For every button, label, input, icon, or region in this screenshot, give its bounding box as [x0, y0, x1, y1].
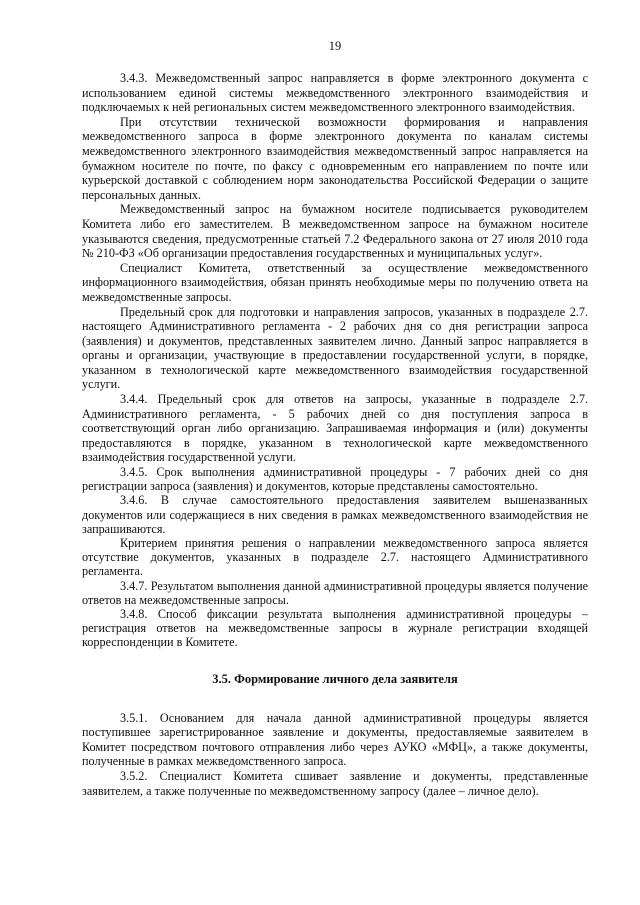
paragraph-specialist-responsibility: Специалист Комитета, ответственный за осуществление межведомственного информационного взаимодействия, обязан принять необходимые меры по получению ответа на межведомственные запросы. — [82, 260, 588, 304]
section-heading: 3.5. Формирование личного дела заявителя — [212, 671, 458, 686]
paragraph-request-deadline: Предельный срок для подготовки и направления запросов, указанных в подразделе 2.7. настоящего Административного регламента - 2 рабочих дня со дня регистрации запроса (заявления) и документов, представленных заявителем лично. Данный запрос направляется в органы и организации, участвующие в предоставлении государственной услуги, в порядке, указанном в технологической карте межведомственного взаимодействия государственной услуги. — [82, 304, 588, 392]
paragraph-3-4-5: 3.4.5. Срок выполнения административной процедуры - 7 рабочих дней со дня регистрации запроса (заявления) и документов, которые представлены самостоятельно. — [82, 465, 588, 494]
paragraph-3-4-7: 3.4.7. Результатом выполнения данной административной процедуры является получение ответов на межведомственные запросы. — [82, 578, 588, 607]
paragraph-no-technical-possibility: При отсутствии технической возможности формирования и направления межведомственного запроса в форме электронного документа по каналам системы межведомственного электронного взаимодействия межведомственный запрос направляется на бумажном носителе по почте, по факсу с одновременным его направлением по почте или курьерской доставкой с соблюдением норм законодательства Российской Федерации о защите персональных данных. — [82, 114, 588, 202]
paragraph-3-4-8: 3.4.8. Способ фиксации результата выполнения административной процедуры – регистрация ответов на межведомственные запросы в журнале регистрации входящей корреспонденции в Комитете. — [82, 607, 588, 650]
paragraph-3-4-6: 3.4.6. В случае самостоятельного предоставления заявителем вышеназванных документов или содержащиеся в них сведения в рамках межведомственного взаимодействия не запрашиваются. — [82, 493, 588, 536]
paragraph-3-4-3: 3.4.3. Межведомственный запрос направляется в форме электронного документа с использованием единой системы межведомственного электронного взаимодействия и подключаемых к ней региональных систем межведомственного электронного взаимодействия. — [82, 71, 588, 115]
paragraph-3-5-1: 3.5.1. Основанием для начала данной административной процедуры является поступившее зарегистрированное заявление и документы, предоставляемые заявителем в Комитет посредством почтового отправления либо через АУКО «МФЦ», а также документы, полученные в рамках межведомственного запроса. — [82, 710, 588, 769]
paragraph-3-4-4: 3.4.4. Предельный срок для ответов на запросы, указанные в подразделе 2.7. Административного регламента, - 5 рабочих дней со дня поступления запроса в соответствующий орган либо организацию. Запрашиваемая информация и (или) документы предоставляются в порядке, указанном в технологической карте межведомственного взаимодействия государственной услуги. — [82, 392, 588, 465]
paragraph-decision-criterion: Критерием принятия решения о направлении межведомственного запроса является отсутствие документов, указанных в подразделе 2.7. настоящего Административного регламента. — [82, 536, 588, 579]
document-body — [82, 71, 588, 798]
page-number: 19 — [328, 39, 342, 53]
paragraph-paper-request-signing: Межведомственный запрос на бумажном носителе подписывается руководителем Комитета либо его заместителем. В межведомственном запросе на бумажном носителе указываются сведения, предусмотренные статьей 7.2 Федерального закона от 27 июля 2010 года № 210-ФЗ «Об организации предоставления государственных и муниципальных услуг». — [82, 202, 588, 261]
paragraph-3-5-2: 3.5.2. Специалист Комитета сшивает заявление и документы, представленные заявителем, а также полученные по межведомственному запросу (далее – личное дело). — [82, 769, 588, 798]
